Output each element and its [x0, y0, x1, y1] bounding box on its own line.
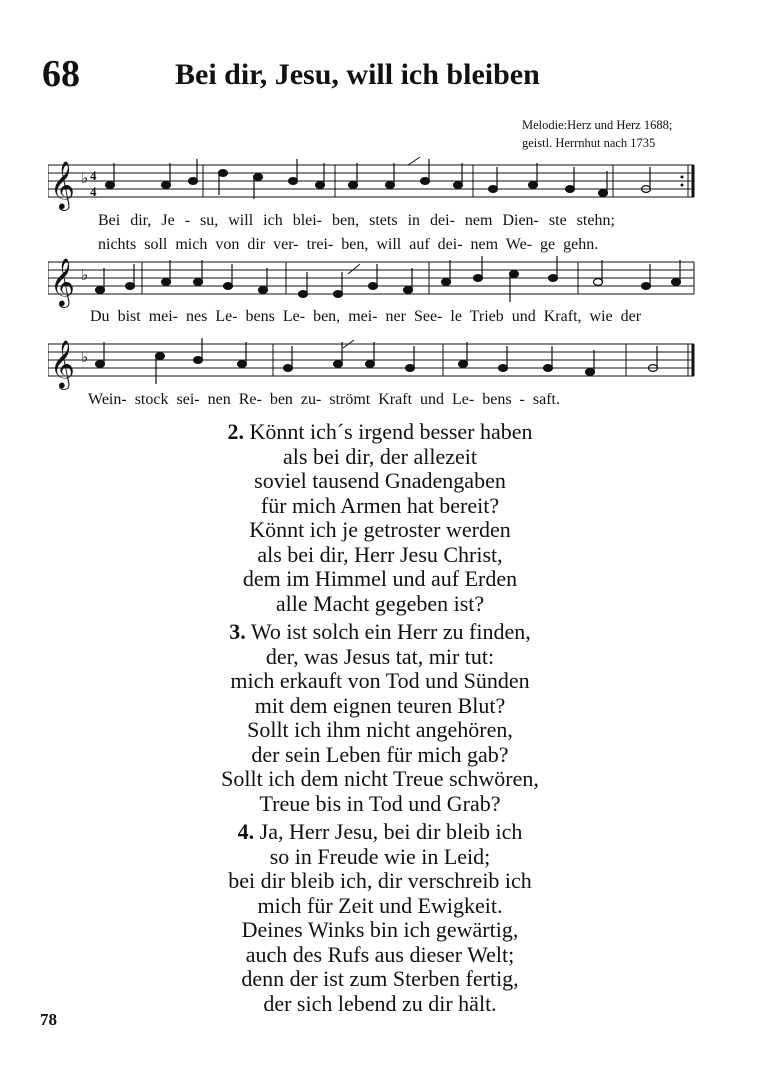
lyric-syllable: bist [117, 308, 141, 325]
treble-clef-icon [50, 257, 75, 308]
lyric-syllable: ich [263, 212, 283, 229]
lyric-syllable: auf [409, 236, 430, 253]
verse-line: der, was Jesus tat, mir tut: [265, 643, 495, 669]
flat-icon: ♭ [81, 266, 89, 284]
lyric-syllable: will [376, 236, 402, 253]
verse-line: für mich Armen hat bereit? [260, 492, 500, 518]
lyric-syllable: ge [540, 236, 556, 253]
lyric-syllable: stehn; [576, 212, 615, 229]
lyrics-line-3 [90, 308, 641, 326]
lyric-syllable: dir [247, 236, 266, 253]
staff-3 [48, 336, 698, 396]
melody-credit [522, 116, 672, 152]
verse-line: der sich lebend zu dir hält. [263, 990, 497, 1016]
lyric-syllable: nem [470, 236, 499, 253]
time-signature: 4 [90, 168, 97, 183]
verse-line: dem im Himmel und auf Erden [242, 566, 518, 591]
lyric-syllable: - [519, 391, 525, 408]
staff-1 [48, 157, 698, 217]
lyric-syllable: - [184, 212, 191, 229]
verse-line: als bei dir, der allezeit [283, 443, 477, 469]
lyric-syllable: dei- [437, 236, 463, 253]
lyric-syllable: Kraft, [543, 308, 582, 325]
lyrics-line-1 [98, 212, 615, 230]
lyric-syllable: will [228, 212, 254, 229]
lyric-syllable: Le- [215, 308, 238, 325]
melody-credit-line-2: geistl. Herrnhut nach 1735 [522, 136, 656, 150]
lyric-syllable: le [450, 308, 462, 325]
lyric-syllable: stock [134, 391, 169, 408]
verse-line: mit dem eignen teuren Blut? [254, 692, 506, 718]
verse-number: 3. [229, 619, 246, 644]
lyric-syllable: nichts [98, 236, 137, 253]
lyric-syllable: ver- [273, 236, 299, 253]
lyric-syllable: von [215, 236, 240, 253]
verse-number: 4. [237, 819, 255, 844]
lyric-syllable: Trieb [469, 308, 504, 325]
lyric-syllable: und [420, 391, 445, 408]
verse-line: bei dir bleib ich, dir verschreib ich [228, 868, 532, 893]
lyric-syllable: ste [548, 212, 567, 229]
lyric-syllable: Le- [282, 308, 306, 325]
lyric-syllable: mei- [348, 308, 378, 325]
lyric-syllable: wie [589, 308, 613, 325]
lyrics-line-4 [88, 391, 560, 409]
lyric-syllable: Bei [98, 212, 121, 229]
lyric-syllable: Re- [238, 391, 262, 408]
verse-line: Wo ist solch ein Herr zu finden, [250, 619, 531, 644]
lyric-syllable: bens [482, 391, 512, 408]
lyric-syllable: ben, [341, 236, 369, 253]
verse-line: der sein Leben für mich gab? [251, 741, 509, 767]
lyric-syllable: ben [269, 391, 293, 408]
lyrics-line-2 [98, 236, 598, 254]
verse-line: auch des Rufs aus dieser Welt; [245, 941, 515, 967]
lyric-syllable: Le- [452, 391, 475, 408]
verse-line: als bei dir, Herr Jesu Christ, [257, 541, 503, 567]
melody-credit-line-1: Melodie:Herz und Herz 1688; [522, 118, 673, 132]
lyric-syllable: See- [413, 308, 443, 325]
lyric-syllable: zu- [300, 391, 322, 408]
verse-line: soviel tausend Gnadengaben [254, 468, 506, 493]
hymn-title: Bei dir, Jesu, will ich bleiben [175, 58, 540, 91]
flat-icon: ♭ [81, 348, 89, 366]
lyric-syllable: nem [464, 212, 493, 229]
lyric-syllable: Je [161, 212, 175, 229]
lyric-syllable: bens [245, 308, 275, 325]
verse-line: denn der ist zum Sterben fertig, [241, 966, 519, 991]
verse-line: Könnt ich´s irgend besser haben [249, 419, 533, 444]
lyric-syllable: blei- [292, 212, 323, 229]
verse-line: mich erkauft von Tod und Sünden [230, 668, 530, 693]
verse-line: so in Freude wie in Leid; [269, 843, 491, 869]
lyric-syllable: Du [90, 308, 110, 325]
svg-text:𝄞: 𝄞 [50, 339, 75, 388]
lyric-syllable: saft. [532, 391, 560, 408]
lyric-syllable: dei- [430, 212, 455, 229]
lyric-syllable: su, [200, 212, 219, 229]
svg-text:4: 4 [90, 184, 97, 199]
verse-line: Ja, Herr Jesu, bei dir bleib ich [259, 819, 523, 844]
lyric-syllable: soll [144, 236, 168, 253]
lyric-syllable: der [620, 308, 642, 325]
lyric-syllable: ben, [313, 308, 341, 325]
lyric-syllable: Dien- [502, 212, 539, 229]
music-system-2 [48, 254, 698, 314]
lyric-syllable: strömt [329, 391, 371, 408]
lyric-syllable: und [511, 308, 536, 325]
lyric-syllable: dir, [130, 212, 152, 229]
lyric-syllable: gehn. [563, 236, 599, 253]
verse-2 [150, 420, 610, 616]
verse-3 [150, 620, 610, 816]
verse-line: alle Macht gegeben ist? [275, 590, 485, 616]
verse-line: Deines Winks bin ich gewärtig, [241, 917, 519, 942]
lyric-syllable: We- [505, 236, 533, 253]
verse-number: 2. [227, 419, 244, 444]
music-system-3 [48, 336, 698, 396]
lyric-syllable: stets [369, 212, 398, 229]
lyric-syllable: Wein- [88, 391, 127, 408]
flat-icon: ♭ [81, 169, 89, 187]
hymn-number: 68 [42, 53, 80, 95]
svg-text:𝄞: 𝄞 [50, 257, 75, 306]
lyric-syllable: in [407, 212, 421, 229]
lyric-syllable: nen [207, 391, 231, 408]
staff-2 [48, 254, 698, 314]
verse-4 [150, 820, 610, 1016]
verse-line: Treue bis in Tod und Grab? [259, 790, 501, 816]
lyric-syllable: mich [175, 236, 208, 253]
svg-text:𝄞: 𝄞 [50, 160, 75, 209]
lyric-syllable: trei- [306, 236, 334, 253]
lyric-syllable: sei- [176, 391, 200, 408]
lyric-syllable: nes [186, 308, 208, 325]
page-number: 78 [40, 1010, 57, 1029]
verse-line: Könnt ich je getroster werden [249, 517, 511, 542]
lyric-syllable: ben, [332, 212, 360, 229]
lyric-syllable: Kraft [378, 391, 413, 408]
lyric-syllable: mei- [148, 308, 179, 325]
treble-clef-icon [50, 339, 75, 390]
treble-clef-icon [50, 160, 75, 211]
verse-line: Sollt ich dem nicht Treue schwören, [221, 766, 539, 791]
verse-line: Sollt ich ihm nicht angehören, [247, 717, 513, 742]
music-system-1 [48, 157, 698, 217]
lyric-syllable: ner [385, 308, 406, 325]
verse-line: mich für Zeit und Ewigkeit. [257, 892, 503, 918]
